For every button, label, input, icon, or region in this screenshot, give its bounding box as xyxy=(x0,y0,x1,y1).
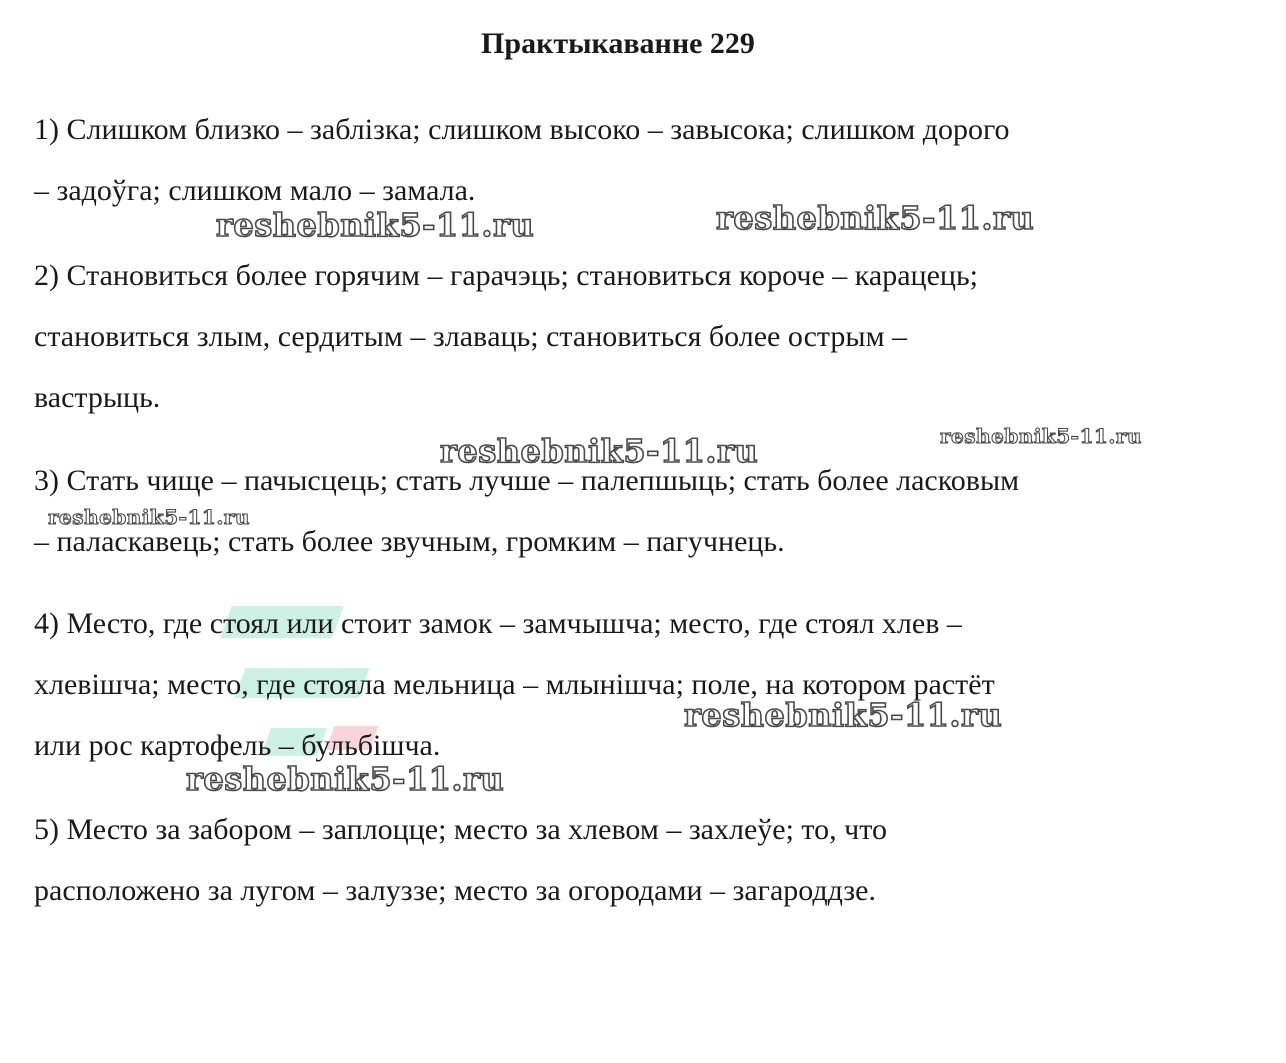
exercise-title: Практыкаванне 229 xyxy=(481,27,755,60)
watermark-text: reshebnik5-11.ru xyxy=(716,199,1035,237)
watermark-text: reshebnik5-11.ru xyxy=(186,760,505,798)
watermark-text: reshebnik5-11.ru xyxy=(684,696,1003,734)
answer-paragraph-3: 3) Стать чище – пачысцець; стать лучше – палепшыць; стать более ласковым – паласкавець; стать более звучным, громким – пагучнець. xyxy=(34,464,1020,558)
answer-paragraph-4: 4) Место, где стоял или стоит замок – замчышча; место, где стоял хлев – хлевiшча; место, где стояла мельница – млынiшча; поле, на котором растёт или рос картофель – бульбiшча. xyxy=(34,607,995,762)
watermark-text: reshebnik5-11.ru xyxy=(216,206,535,244)
answer-paragraph-5: 5) Место за забором – заплоцце; место за хлевом – захлеўе; то, что расположено за лугом – залуззе; место за огородами – загароддзе. xyxy=(34,813,887,907)
answer-paragraph-2: 2) Становиться более горячим – гарачэць; становиться короче – карацець; становиться злым, сердитым – злавaць; становиться более острым – вастрыць. xyxy=(34,259,978,414)
watermark-text: reshebnik5-11.ru xyxy=(48,505,250,529)
answer-paragraph-1: 1) Слишком близко – заблізка; слишком высоко – завысока; слишком дорого – задоўга; слишком мало – замала. xyxy=(34,113,1010,207)
watermark-text: reshebnik5-11.ru xyxy=(940,424,1142,448)
watermark-text: reshebnik5-11.ru xyxy=(440,432,759,470)
